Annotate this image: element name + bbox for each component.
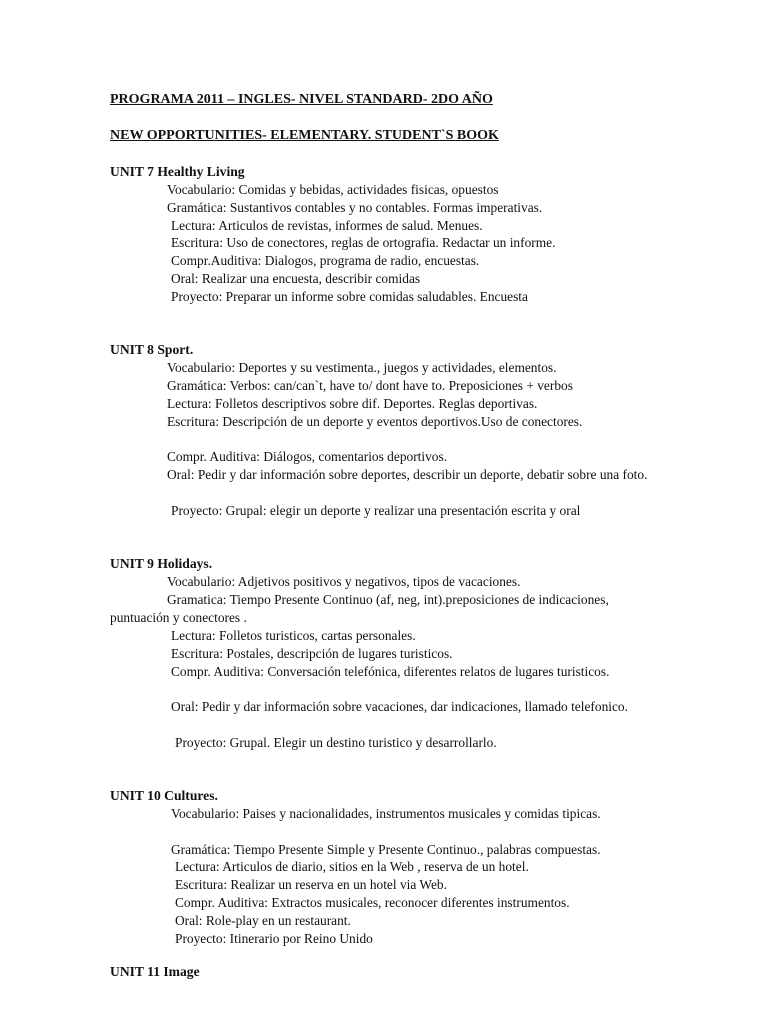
unit-10-oral: Oral: Role-play en un restaurant.: [175, 913, 351, 928]
unit-8-listening: Compr. Auditiva: Diálogos, comentarios deportivos.: [167, 449, 448, 464]
unit-9-listening: Compr. Auditiva: Conversación telefónica, diferentes relatos de lugares turisticos.: [171, 664, 610, 679]
unit-8-project: Proyecto: Grupal: elegir un deporte y realizar una presentación escrita y oral: [171, 503, 581, 518]
unit-9-vocabulary: Vocabulario: Adjetivos positivos y negativos, tipos de vacaciones.: [167, 574, 521, 589]
unit-7-project: Proyecto: Preparar un informe sobre comidas saludables. Encuesta: [171, 289, 528, 304]
unit-8-reading: Lectura: Folletos descriptivos sobre dif. Deportes. Reglas deportivas.: [167, 396, 538, 411]
unit-9-reading: Lectura: Folletos turisticos, cartas personales.: [171, 628, 416, 643]
unit-9-oral: Oral: Pedir y dar información sobre vacaciones, dar indicaciones, llamado telefonico.: [171, 699, 628, 714]
program-title: PROGRAMA 2011 – INGLES- NIVEL STANDARD- 2DO AÑO: [110, 92, 493, 107]
unit-7-grammar: Gramática: Sustantivos contables y no contables. Formas imperativas.: [167, 200, 543, 215]
unit-10-project: Proyecto: Itinerario por Reino Unido: [175, 931, 373, 946]
unit-8-writing: Escritura: Descripción de un deporte y eventos deportivos.Uso de conectores.: [167, 414, 583, 429]
unit-10-title: UNIT 10 Cultures.: [110, 788, 218, 803]
unit-10-listening: Compr. Auditiva: Extractos musicales, reconocer diferentes instrumentos.: [175, 895, 570, 910]
unit-9-grammar: Gramatica: Tiempo Presente Continuo (af, neg, int).preposiciones de indicaciones, puntuación y conectores .: [110, 592, 609, 625]
unit-10-reading: Lectura: Articulos de diario, sitios en la Web , reserva de un hotel.: [175, 859, 529, 874]
unit-8-title: UNIT 8 Sport.: [110, 342, 194, 357]
unit-10-vocabulary: Vocabulario: Paises y nacionalidades, instrumentos musicales y comidas tipicas.: [171, 806, 601, 821]
unit-9-writing: Escritura: Postales, descripción de lugares turisticos.: [171, 646, 453, 661]
unit-7-title: UNIT 7 Healthy Living: [110, 164, 245, 179]
unit-9-project: Proyecto: Grupal. Elegir un destino turistico y desarrollarlo.: [175, 735, 497, 750]
unit-7-writing: Escritura: Uso de conectores, reglas de ortografia. Redactar un informe.: [171, 235, 556, 250]
unit-7-vocabulary: Vocabulario: Comidas y bebidas, actividades fisicas, opuestos: [167, 182, 499, 197]
unit-7-oral: Oral: Realizar una encuesta, describir comidas: [171, 271, 421, 286]
unit-10-grammar: Gramática: Tiempo Presente Simple y Presente Continuo., palabras compuestas.: [171, 842, 601, 857]
unit-7-reading: Lectura: Articulos de revistas, informes de salud. Menues.: [171, 218, 483, 233]
unit-9-title: UNIT 9 Holidays.: [110, 556, 213, 571]
unit-8-grammar: Gramática: Verbos: can/can`t, have to/ dont have to. Preposiciones + verbos: [167, 378, 573, 393]
unit-8-oral: Oral: Pedir y dar información sobre deportes, describir un deporte, debatir sobre una foto.: [167, 467, 648, 482]
unit-11-title: UNIT 11 Image: [110, 964, 200, 979]
unit-8-vocabulary: Vocabulario: Deportes y su vestimenta., juegos y actividades, elementos.: [167, 360, 557, 375]
book-title: NEW OPPORTUNITIES- ELEMENTARY. STUDENT`S BOOK: [110, 128, 499, 143]
unit-10-writing: Escritura: Realizar un reserva en un hotel via Web.: [175, 877, 447, 892]
unit-7-listening: Compr.Auditiva: Dialogos, programa de radio, encuestas.: [171, 253, 480, 268]
